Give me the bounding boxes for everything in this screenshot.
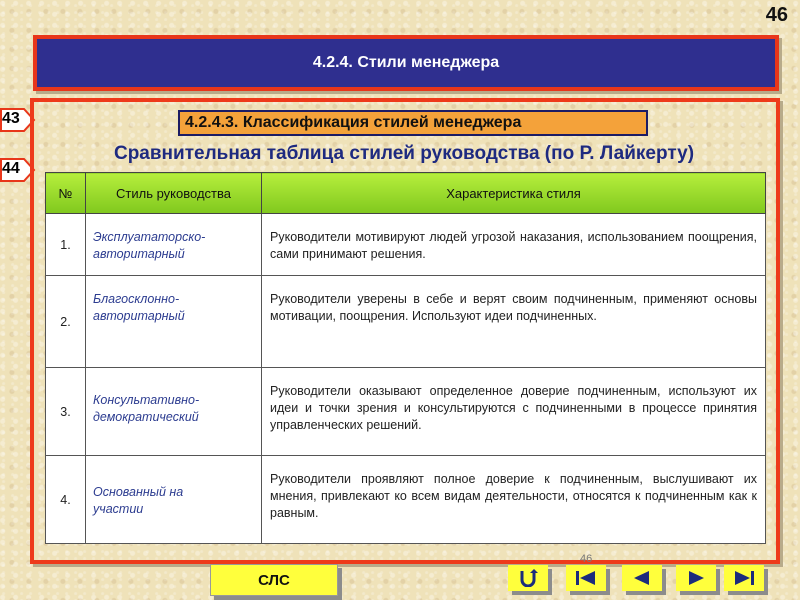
style-name: Основанный на участии: [86, 456, 262, 544]
row-number: 3.: [46, 368, 86, 456]
slc-button[interactable]: СЛС: [210, 564, 338, 596]
previous-slide-button[interactable]: [622, 565, 662, 591]
nav-link-label: 44: [2, 160, 20, 177]
next-slide-button[interactable]: [676, 565, 716, 591]
skip-to-start-icon: [573, 569, 599, 587]
section-subtitle: 4.2.4.3. Классификация стилей менеджера: [178, 110, 648, 136]
table-heading: Сравнительная таблица стилей руководства (по Р. Лайкерту): [113, 143, 695, 164]
style-name: Консультативно- демократический: [86, 368, 262, 456]
style-name: Благосклонно- авторитарный: [86, 276, 262, 368]
return-icon: [517, 569, 539, 587]
row-number: 4.: [46, 456, 86, 544]
style-name: Эксплуататорско- авторитарный: [86, 214, 262, 276]
style-description: Руководители оказывают определенное доверие подчиненным, используют их идеи и точки зрения и консультируются с подчиненными в процессе принятия управленческих решений.: [262, 368, 766, 456]
first-slide-button[interactable]: [566, 565, 606, 591]
table-row: [46, 456, 766, 544]
row-number: 1.: [46, 214, 86, 276]
skip-to-end-icon: [731, 569, 757, 587]
slide-number: 46: [765, 4, 788, 26]
style-description: Руководители мотивируют людей угрозой наказания, использованием поощрения, сами принимают решения.: [262, 214, 766, 276]
slide-title: 4.2.4. Стили менеджера: [33, 35, 779, 91]
arrow-right-icon: [683, 569, 709, 587]
style-description: Руководители уверены в себе и верят своим подчиненным, применяют основы мотивации, поощрения. Используют идеи подчиненных.: [262, 276, 766, 368]
leadership-styles-table: [45, 172, 766, 544]
ghost-slide-number: 46: [580, 553, 593, 565]
nav-link-label: 43: [2, 110, 20, 127]
header-number: №: [46, 173, 86, 214]
header-style: Стиль руководства: [86, 173, 262, 214]
nav-link-44[interactable]: [0, 156, 34, 182]
arrow-left-icon: [629, 569, 655, 587]
header-characteristic: Характеристика стиля: [262, 173, 766, 214]
table-row: [46, 214, 766, 276]
nav-link-43[interactable]: [0, 106, 34, 132]
style-description: Руководители проявляют полное доверие к подчиненным, выслушивают их мнения, привлекают ко всем видам деятельности, относятся к подчиненным как к равным.: [262, 456, 766, 544]
last-slide-button[interactable]: [724, 565, 764, 591]
row-number: 2.: [46, 276, 86, 368]
table-row: [46, 276, 766, 368]
return-button[interactable]: [508, 565, 548, 591]
table-row: [46, 368, 766, 456]
